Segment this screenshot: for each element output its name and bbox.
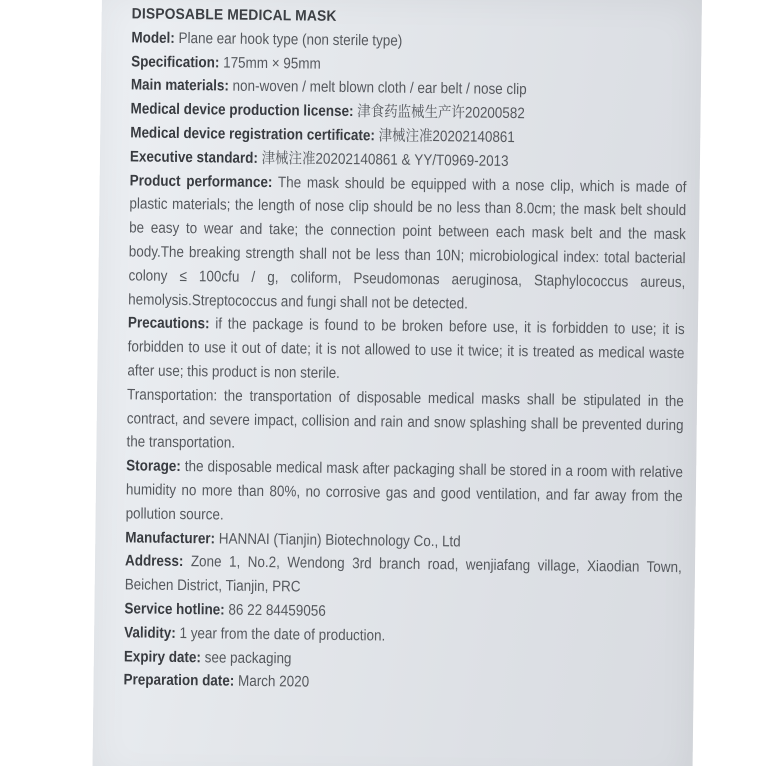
field-value: 津械注准20202140861 & YY/T0969-2013 — [261, 149, 509, 170]
field-key: Preparation date: — [123, 671, 235, 690]
field-key: Product performance: — [129, 171, 273, 191]
field-key: Validity: — [124, 624, 176, 642]
field-value: Zone 1, No.2, Wendong 3rd branch road, wenjiafang village, Xiaodian Town, Beichen District, Tianjin, PRC — [124, 553, 682, 596]
field-key: Storage: — [126, 457, 181, 476]
field-key: Manufacturer: — [125, 528, 216, 547]
field-value: see packaging — [204, 648, 292, 667]
field-key: Main materials: — [130, 76, 229, 95]
field-value: 175mm × 95mm — [223, 54, 321, 73]
field-key: Model: — [131, 29, 175, 47]
field-value: Transportation: the transportation of disposable medical masks shall be stipulated in the contract, and severe impact, collision and rain and snow splashing shall be prevented during the transportation. — [126, 386, 684, 453]
field-product-performance — [128, 169, 686, 319]
field-value: the disposable medical mask after packaging shall be stored in a room with relative humidity no more than 80%, no corrosive gas and good ventilation, and far away from the pollution source. — [125, 458, 684, 524]
field-key: Executive standard: — [129, 148, 259, 167]
field-address — [125, 550, 682, 604]
field-value: if the package is found to be broken before use, it is forbidden to use; it is forbidden to use it out of date; it is not allowed to use it twice; it is treated as medical waste after use; this product is non sterile. — [127, 315, 685, 382]
label-text-block — [123, 2, 686, 699]
field-key: Medical device production license: — [130, 100, 354, 121]
field-value: non-woven / melt blown cloth / ear belt / nose clip — [232, 77, 527, 99]
mask-label-card — [92, 0, 702, 766]
field-value: 86 22 84459056 — [228, 601, 326, 620]
field-storage — [125, 454, 683, 532]
field-value: 津食药监械生产许20200582 — [357, 103, 525, 123]
field-precautions — [127, 312, 685, 390]
field-value: HANNAI (Tianjin) Biotechnology Co., Ltd — [218, 530, 461, 550]
document-title: DISPOSABLE MEDICAL MASK — [131, 5, 337, 25]
field-value: 津械注准20202140861 — [378, 127, 515, 147]
field-value: March 2020 — [237, 673, 310, 691]
field-key: Medical device registration certificate: — [130, 124, 376, 145]
field-key: Address: — [124, 552, 184, 571]
field-transportation — [126, 383, 684, 461]
field-key: Expiry date: — [123, 647, 202, 666]
field-value: The mask should be equipped with a nose clip, which is made of plastic materials; the length of nose clip should be no less than 8.0cm; the mask belt should be easy to wear and take; the connection point between each mask belt and the mask body.The breaking strength shall not be less than 10N; microbiological index: total bacterial colony ≤ 100cfu / g, coliform, Pseudomonas aeruginosa, Staphylococcus aureus, hemolysis.Streptococcus and fungi shall not be detected. — [128, 173, 687, 313]
field-key: Service hotline: — [124, 600, 225, 619]
field-value: 1 year from the date of production. — [179, 624, 386, 645]
field-value: Plane ear hook type (non sterile type) — [178, 29, 403, 50]
field-key: Specification: — [131, 52, 220, 72]
field-key: Precautions: — [127, 314, 210, 333]
